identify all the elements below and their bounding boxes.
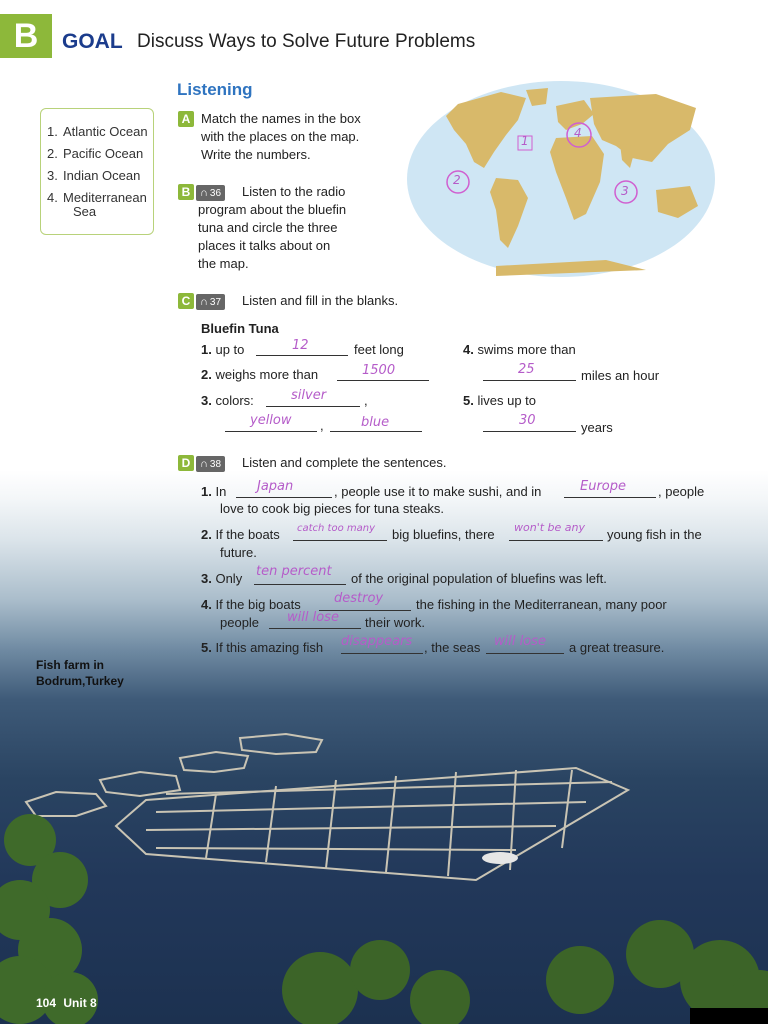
c-item-2-answer: 1500 — [362, 363, 396, 378]
d-s4-answer-1: destroy — [334, 591, 384, 606]
section-badge: B — [0, 14, 52, 58]
activity-b-instruction: Listen to the radio — [242, 184, 346, 199]
d-s4-mid: the fishing in the Mediterranean, many poor — [416, 597, 667, 612]
map-label-indian: 3 — [621, 184, 629, 198]
activity-b-instruction-cont: program about the bluefin tuna and circle the three places it talks about on the map. — [198, 202, 347, 271]
d-s4-line2b: their work. — [365, 615, 425, 630]
c-item-1: 1. up to — [201, 342, 245, 357]
c-item-4: 4. swims more than — [463, 342, 576, 357]
c-item-5-post: years — [581, 420, 613, 435]
headphones-icon: ∩ — [200, 296, 208, 308]
activity-d-header — [178, 454, 225, 472]
activity-c-header — [178, 292, 225, 310]
map-label-pacific: 2 — [453, 173, 461, 187]
activity-c-instruction: Listen and fill in the blanks. — [242, 293, 399, 308]
activity-a — [178, 110, 194, 128]
headphones-icon: ∩ — [200, 187, 208, 199]
footer-bar — [690, 1008, 768, 1024]
word-box-item: 4. Mediterranean — [47, 190, 147, 205]
page-number: 104 — [36, 996, 57, 1010]
c-item-3: 3. colors: — [201, 393, 254, 408]
c-item-4-answer: 25 — [518, 362, 535, 377]
activity-a-instruction: Match the names in the box with the places on the map. Write the numbers. — [201, 111, 361, 162]
audio-track-badge[interactable]: ∩ 37 — [196, 294, 225, 310]
activity-letter-b: B — [178, 184, 194, 200]
d-s2-answer-2: won't be any — [514, 521, 586, 534]
unit-label: Unit 8 — [63, 996, 97, 1010]
c-item-3-answer-1: silver — [291, 388, 327, 403]
goal-text: Discuss Ways to Solve Future Problems — [137, 31, 476, 52]
world-map — [406, 80, 716, 278]
d-s1-line2: love to cook big pieces for tuna steaks. — [220, 501, 445, 516]
c-item-3-comma: , — [364, 393, 368, 408]
c-item-3-comma-2: , — [320, 418, 324, 433]
d-s1-answer-1: Japan — [257, 479, 294, 494]
activity-letter-c: C — [178, 293, 194, 309]
d-sentence-3: 3. Only — [201, 571, 243, 586]
word-box-item: 3. Indian Ocean — [47, 168, 141, 183]
activity-letter-d: D — [178, 455, 194, 471]
d-s4-answer-2: will lose — [287, 610, 339, 625]
d-s5-mid: , the seas — [424, 640, 481, 655]
d-sentence-4: 4. If the big boats — [201, 597, 301, 612]
d-s2-line2: future. — [220, 545, 257, 560]
c-item-1-post: feet long — [354, 342, 404, 357]
map-label-mediterranean: 4 — [574, 126, 582, 140]
d-s4-line2a: people — [220, 615, 260, 630]
activity-b-header — [178, 183, 225, 201]
d-s5-answer-2: will lose — [494, 634, 546, 649]
map-label-atlantic: 1 — [521, 134, 529, 148]
word-box-item: 2. Pacific Ocean — [47, 146, 144, 161]
c-item-4-post: miles an hour — [581, 368, 660, 383]
headphones-icon: ∩ — [200, 458, 208, 470]
activity-letter-a: A — [178, 111, 194, 127]
audio-track-badge[interactable]: ∩ 38 — [196, 456, 225, 472]
c-item-2: 2. weighs more than — [201, 367, 319, 382]
page-footer — [36, 996, 97, 1010]
d-s5-answer-1: disappears — [341, 634, 413, 649]
d-sentence-1: 1. In — [201, 484, 227, 499]
c-item-3-answer-3: blue — [361, 415, 390, 430]
d-s3-answer-1: ten percent — [256, 564, 332, 579]
d-s2-end: young fish in the — [607, 527, 702, 542]
c-item-5: 5. lives up to — [463, 393, 537, 408]
word-box-item-continued: Sea — [73, 204, 97, 219]
d-s1-end: , people — [658, 484, 705, 499]
c-item-3-answer-2: yellow — [250, 413, 292, 428]
d-s1-answer-2: Europe — [580, 479, 627, 494]
photo-caption: Fish farm in Bodrum,Turkey — [36, 658, 124, 688]
d-s2-mid: big bluefins, there — [392, 527, 495, 542]
trees-left-image — [0, 800, 110, 1024]
word-box-item: 1. Atlantic Ocean — [47, 124, 148, 139]
d-s2-answer-1: catch too many — [297, 523, 376, 534]
d-s1-mid: , people use it to make sushi, and in — [334, 484, 542, 499]
section-title: Listening — [177, 80, 253, 99]
activity-d-instruction: Listen and complete the sentences. — [242, 455, 447, 470]
word-box — [40, 108, 154, 235]
goal-label: GOAL — [62, 30, 123, 53]
d-s5-end: a great treasure. — [569, 640, 665, 655]
d-sentence-2: 2. If the boats — [201, 527, 280, 542]
activity-c-subtitle: Bluefin Tuna — [201, 321, 279, 336]
audio-track-badge[interactable]: ∩ 36 — [196, 185, 225, 201]
d-s3-end: of the original population of bluefins was left. — [351, 571, 607, 586]
d-sentence-5: 5. If this amazing fish — [201, 640, 324, 655]
c-item-5-answer: 30 — [519, 413, 536, 428]
c-item-1-answer: 12 — [292, 338, 309, 353]
